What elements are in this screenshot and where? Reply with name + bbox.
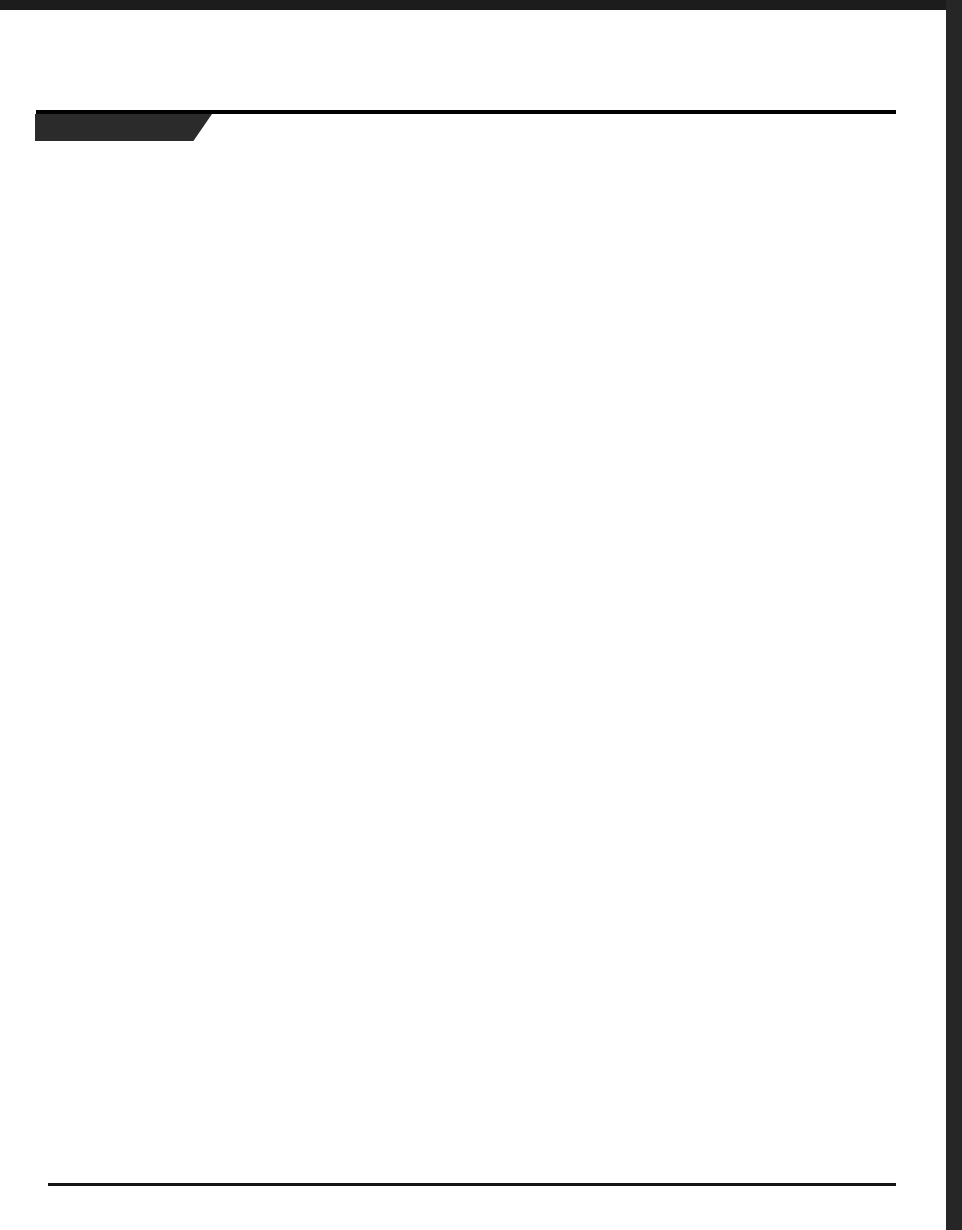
footer-rule bbox=[48, 1183, 896, 1186]
